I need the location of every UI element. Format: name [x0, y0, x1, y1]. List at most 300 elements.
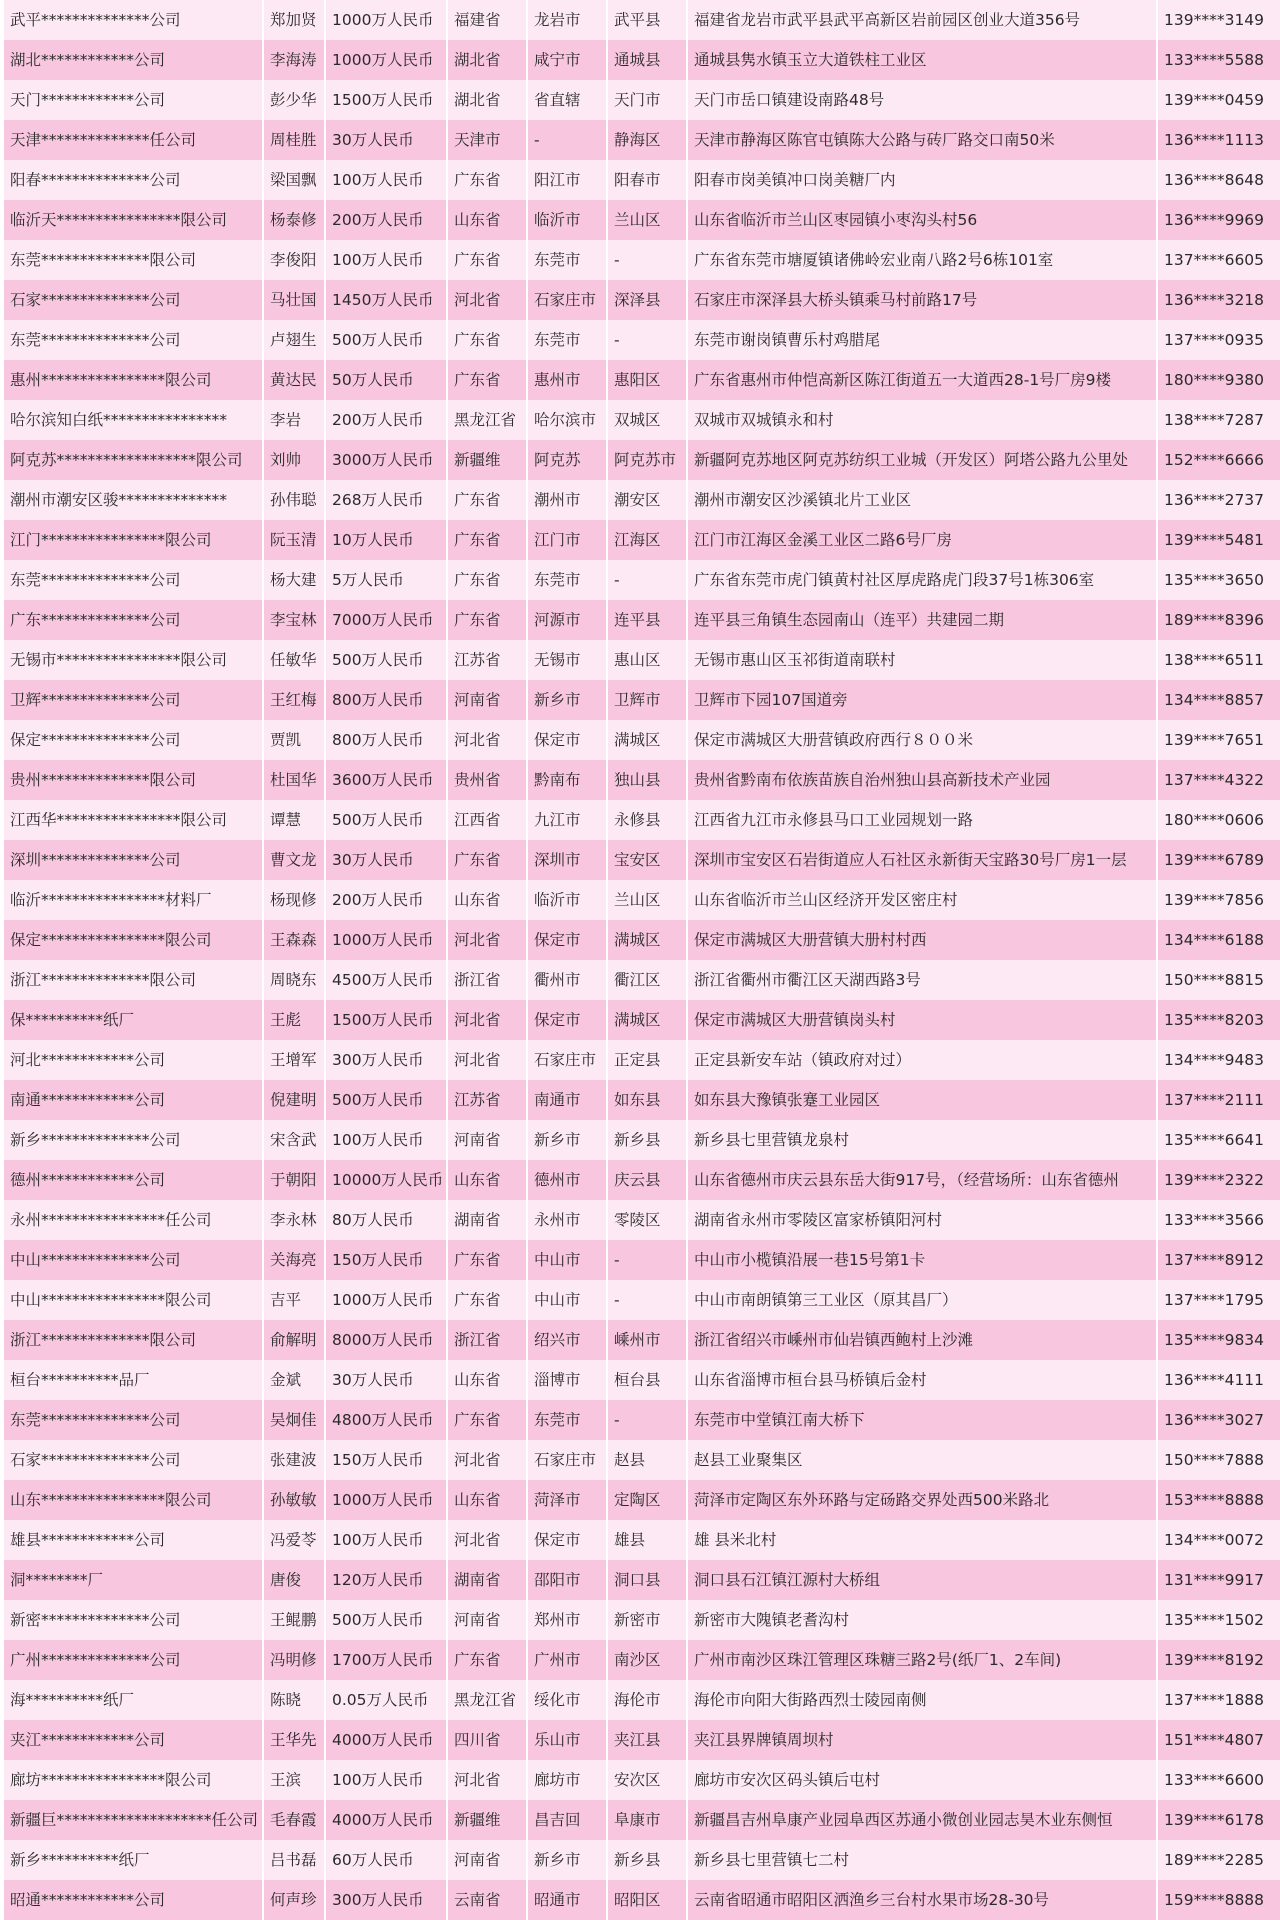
- phone-cell: 136****2737: [1164, 491, 1265, 509]
- company-name-cell: 永州****************任公司: [4, 1200, 264, 1240]
- city-cell: 衢州市: [528, 960, 608, 1000]
- city-cell: 保定市: [528, 1000, 608, 1040]
- company-name-cell: 临沂****************材料厂: [4, 880, 264, 920]
- table-row: [4, 1840, 1280, 1880]
- table-row: [4, 1720, 1280, 1760]
- phone-cell: 133****3566: [1164, 1211, 1265, 1229]
- address-cell: 天津市静海区陈官屯镇陈大公路与砖厂路交口南50米: [688, 120, 1158, 160]
- address-cell: 山东省德州市庆云县东岳大街917号，（经营场所：山东省德州: [688, 1160, 1158, 1200]
- province-cell: 山东省: [448, 880, 528, 920]
- city-cell: 中山市: [528, 1240, 608, 1280]
- province-cell: 天津市: [448, 120, 528, 160]
- table-row: [4, 800, 1280, 840]
- registered-capital-cell: 500万人民币: [326, 800, 448, 840]
- company-name-cell: 中山**************公司: [4, 1240, 264, 1280]
- company-name-cell: 阿克苏******************限公司: [4, 440, 264, 480]
- district-cell: -: [608, 560, 688, 600]
- company-name-cell: 阳春**************公司: [4, 160, 264, 200]
- city-cell: 廊坊市: [528, 1760, 608, 1800]
- company-name-cell: 无锡市****************限公司: [4, 640, 264, 680]
- registered-capital-cell: 268万人民币: [326, 480, 448, 520]
- contact-name-cell: 黄达民: [264, 360, 326, 400]
- contact-name-cell: 王鲲鹏: [264, 1600, 326, 1640]
- province-cell: 四川省: [448, 1720, 528, 1760]
- district-cell: 阿克苏市: [608, 440, 688, 480]
- table-row: [4, 80, 1280, 120]
- city-cell: 德州市: [528, 1160, 608, 1200]
- province-cell: 广东省: [448, 240, 528, 280]
- table-row: [4, 840, 1280, 880]
- registered-capital-cell: 60万人民币: [326, 1840, 448, 1880]
- phone-cell: 135****1502: [1164, 1611, 1265, 1629]
- contact-name-cell: 王华先: [264, 1720, 326, 1760]
- registered-capital-cell: 8000万人民币: [326, 1320, 448, 1360]
- address-cell: 贵州省黔南布依族苗族自治州独山县高新技术产业园: [688, 760, 1158, 800]
- contact-name-cell: 吕书磊: [264, 1840, 326, 1880]
- address-cell: 保定市满城区大册营镇政府西行８００米: [688, 720, 1158, 760]
- address-cell: 山东省淄博市桓台县马桥镇后金村: [688, 1360, 1158, 1400]
- address-cell: 中山市小榄镇沿展一巷15号第1卡: [688, 1240, 1158, 1280]
- city-cell: 江门市: [528, 520, 608, 560]
- district-cell: 雄县: [608, 1520, 688, 1560]
- district-cell: 夹江县: [608, 1720, 688, 1760]
- province-cell: 广东省: [448, 520, 528, 560]
- province-cell: 江西省: [448, 800, 528, 840]
- province-cell: 山东省: [448, 1480, 528, 1520]
- company-name-cell: 夹江************公司: [4, 1720, 264, 1760]
- table-row: [4, 1440, 1280, 1480]
- phone-cell: 136****9969: [1164, 211, 1265, 229]
- contact-name-cell: 于朝阳: [264, 1160, 326, 1200]
- city-cell: 咸宁市: [528, 40, 608, 80]
- district-cell: 昭阳区: [608, 1880, 688, 1920]
- table-row: [4, 1800, 1280, 1840]
- district-cell: 海伦市: [608, 1680, 688, 1720]
- registered-capital-cell: 100万人民币: [326, 240, 448, 280]
- address-cell: 广东省惠州市仲恺高新区陈江街道五一大道西28-1号厂房9楼: [688, 360, 1158, 400]
- province-cell: 河南省: [448, 1120, 528, 1160]
- table-row: [4, 640, 1280, 680]
- address-cell: 保定市满城区大册营镇岗头村: [688, 1000, 1158, 1040]
- table-row: [4, 1080, 1280, 1120]
- contact-name-cell: 孙伟聪: [264, 480, 326, 520]
- registered-capital-cell: 0.05万人民币: [326, 1680, 448, 1720]
- address-cell: 福建省龙岩市武平县武平高新区岩前园区创业大道356号: [688, 0, 1158, 40]
- registered-capital-cell: 50万人民币: [326, 360, 448, 400]
- province-cell: 广东省: [448, 1640, 528, 1680]
- table-row: [4, 680, 1280, 720]
- registered-capital-cell: 300万人民币: [326, 1040, 448, 1080]
- company-name-cell: 桓台**********品厂: [4, 1360, 264, 1400]
- district-cell: 惠山区: [608, 640, 688, 680]
- province-cell: 河北省: [448, 920, 528, 960]
- city-cell: 永州市: [528, 1200, 608, 1240]
- phone-cell: 134****6188: [1164, 931, 1265, 949]
- contact-name-cell: 李俊阳: [264, 240, 326, 280]
- contact-name-cell: 唐俊: [264, 1560, 326, 1600]
- registered-capital-cell: 100万人民币: [326, 1120, 448, 1160]
- province-cell: 山东省: [448, 1160, 528, 1200]
- province-cell: 河南省: [448, 1600, 528, 1640]
- address-cell: 东莞市中堂镇江南大桥下: [688, 1400, 1158, 1440]
- contact-name-cell: 李岩: [264, 400, 326, 440]
- address-cell: 广东省东莞市虎门镇黄村社区厚虎路虎门段37号1栋306室: [688, 560, 1158, 600]
- contact-name-cell: 曹文龙: [264, 840, 326, 880]
- table-row: [4, 1320, 1280, 1360]
- province-cell: 黑龙江省: [448, 1680, 528, 1720]
- address-cell: 深圳市宝安区石岩街道应人石社区永新街天宝路30号厂房1一层: [688, 840, 1158, 880]
- province-cell: 新疆维: [448, 1800, 528, 1840]
- contact-name-cell: 彭少华: [264, 80, 326, 120]
- company-name-cell: 保定**************公司: [4, 720, 264, 760]
- phone-cell: 131****9917: [1164, 1571, 1265, 1589]
- city-cell: 南通市: [528, 1080, 608, 1120]
- phone-cell: 152****6666: [1164, 451, 1265, 469]
- phone-cell: 139****3149: [1164, 11, 1265, 29]
- table-row: [4, 1760, 1280, 1800]
- company-name-cell: 天门************公司: [4, 80, 264, 120]
- contact-name-cell: 王滨: [264, 1760, 326, 1800]
- contact-name-cell: 李永林: [264, 1200, 326, 1240]
- city-cell: 菏泽市: [528, 1480, 608, 1520]
- phone-cell: 133****5588: [1164, 51, 1265, 69]
- phone-cell: 135****3650: [1164, 571, 1265, 589]
- registered-capital-cell: 5万人民币: [326, 560, 448, 600]
- company-name-cell: 山东****************限公司: [4, 1480, 264, 1520]
- district-cell: 双城区: [608, 400, 688, 440]
- registered-capital-cell: 4500万人民币: [326, 960, 448, 1000]
- contact-name-cell: 王森森: [264, 920, 326, 960]
- address-cell: 菏泽市定陶区东外环路与定砀路交界处西500米路北: [688, 1480, 1158, 1520]
- phone-cell: 139****7651: [1164, 731, 1265, 749]
- contact-name-cell: 周晓东: [264, 960, 326, 1000]
- province-cell: 广东省: [448, 1280, 528, 1320]
- city-cell: 深圳市: [528, 840, 608, 880]
- registered-capital-cell: 100万人民币: [326, 1520, 448, 1560]
- city-cell: -: [528, 120, 608, 160]
- address-cell: 雄 县米北村: [688, 1520, 1158, 1560]
- registered-capital-cell: 30万人民币: [326, 840, 448, 880]
- contact-name-cell: 陈晓: [264, 1680, 326, 1720]
- city-cell: 郑州市: [528, 1600, 608, 1640]
- registered-capital-cell: 10000万人民币: [326, 1160, 448, 1200]
- table-row: [4, 360, 1280, 400]
- registered-capital-cell: 500万人民币: [326, 320, 448, 360]
- table-row: [4, 1360, 1280, 1400]
- table-row: [4, 1520, 1280, 1560]
- phone-cell: 150****7888: [1164, 1451, 1265, 1469]
- district-cell: 满城区: [608, 920, 688, 960]
- registered-capital-cell: 4800万人民币: [326, 1400, 448, 1440]
- contact-name-cell: 冯爱苓: [264, 1520, 326, 1560]
- phone-cell: 133****6600: [1164, 1771, 1265, 1789]
- province-cell: 新疆维: [448, 440, 528, 480]
- province-cell: 广东省: [448, 160, 528, 200]
- company-name-cell: 湖北************公司: [4, 40, 264, 80]
- registered-capital-cell: 200万人民币: [326, 200, 448, 240]
- table-row: [4, 400, 1280, 440]
- registered-capital-cell: 1500万人民币: [326, 1000, 448, 1040]
- company-name-cell: 哈尔滨知白纸****************: [4, 400, 264, 440]
- contact-name-cell: 贾凯: [264, 720, 326, 760]
- contact-name-cell: 吴炯佳: [264, 1400, 326, 1440]
- province-cell: 广东省: [448, 360, 528, 400]
- registered-capital-cell: 1000万人民币: [326, 920, 448, 960]
- contact-name-cell: 倪建明: [264, 1080, 326, 1120]
- district-cell: 通城县: [608, 40, 688, 80]
- registered-capital-cell: 30万人民币: [326, 120, 448, 160]
- address-cell: 广州市南沙区珠江管理区珠糖三路2号(纸厂1、2车间): [688, 1640, 1158, 1680]
- phone-cell: 139****8192: [1164, 1651, 1265, 1669]
- company-name-cell: 卫辉**************公司: [4, 680, 264, 720]
- district-cell: 正定县: [608, 1040, 688, 1080]
- address-cell: 江西省九江市永修县马口工业园规划一路: [688, 800, 1158, 840]
- district-cell: -: [608, 240, 688, 280]
- province-cell: 河北省: [448, 1040, 528, 1080]
- city-cell: 临沂市: [528, 880, 608, 920]
- city-cell: 广州市: [528, 1640, 608, 1680]
- district-cell: 兰山区: [608, 880, 688, 920]
- registered-capital-cell: 7000万人民币: [326, 600, 448, 640]
- city-cell: 东莞市: [528, 1400, 608, 1440]
- city-cell: 省直辖: [528, 80, 608, 120]
- table-row: [4, 160, 1280, 200]
- district-cell: 宝安区: [608, 840, 688, 880]
- district-cell: 赵县: [608, 1440, 688, 1480]
- address-cell: 湖南省永州市零陵区富家桥镇阳河村: [688, 1200, 1158, 1240]
- table-row: [4, 1160, 1280, 1200]
- city-cell: 新乡市: [528, 680, 608, 720]
- district-cell: 嵊州市: [608, 1320, 688, 1360]
- phone-cell: 135****6641: [1164, 1131, 1265, 1149]
- phone-cell: 139****0459: [1164, 91, 1265, 109]
- city-cell: 石家庄市: [528, 1440, 608, 1480]
- company-name-cell: 东莞**************公司: [4, 560, 264, 600]
- table-row: [4, 1680, 1280, 1720]
- company-name-cell: 临沂天****************限公司: [4, 200, 264, 240]
- province-cell: 福建省: [448, 0, 528, 40]
- registered-capital-cell: 1000万人民币: [326, 1280, 448, 1320]
- contact-name-cell: 毛春霞: [264, 1800, 326, 1840]
- province-cell: 广东省: [448, 1240, 528, 1280]
- district-cell: 洞口县: [608, 1560, 688, 1600]
- district-cell: 永修县: [608, 800, 688, 840]
- registered-capital-cell: 80万人民币: [326, 1200, 448, 1240]
- table-row: [4, 120, 1280, 160]
- table-row: [4, 1200, 1280, 1240]
- table-row: [4, 560, 1280, 600]
- city-cell: 哈尔滨市: [528, 400, 608, 440]
- contact-name-cell: 俞解明: [264, 1320, 326, 1360]
- address-cell: 连平县三角镇生态园南山（连平）共建园二期: [688, 600, 1158, 640]
- district-cell: -: [608, 1400, 688, 1440]
- table-row: [4, 1400, 1280, 1440]
- city-cell: 临沂市: [528, 200, 608, 240]
- province-cell: 湖南省: [448, 1200, 528, 1240]
- address-cell: 天门市岳口镇建设南路48号: [688, 80, 1158, 120]
- phone-cell: 134****0072: [1164, 1531, 1265, 1549]
- registered-capital-cell: 200万人民币: [326, 880, 448, 920]
- registered-capital-cell: 4000万人民币: [326, 1720, 448, 1760]
- phone-cell: 135****9834: [1164, 1331, 1265, 1349]
- contact-name-cell: 关海亮: [264, 1240, 326, 1280]
- city-cell: 东莞市: [528, 320, 608, 360]
- company-name-cell: 新乡**************公司: [4, 1120, 264, 1160]
- district-cell: 桓台县: [608, 1360, 688, 1400]
- district-cell: 定陶区: [608, 1480, 688, 1520]
- contact-name-cell: 梁国飘: [264, 160, 326, 200]
- address-cell: 夹江县界牌镇周坝村: [688, 1720, 1158, 1760]
- district-cell: 如东县: [608, 1080, 688, 1120]
- registered-capital-cell: 300万人民币: [326, 1880, 448, 1920]
- district-cell: 连平县: [608, 600, 688, 640]
- district-cell: 潮安区: [608, 480, 688, 520]
- city-cell: 惠州市: [528, 360, 608, 400]
- contact-name-cell: 金斌: [264, 1360, 326, 1400]
- phone-cell: 180****0606: [1164, 811, 1265, 829]
- table-row: [4, 760, 1280, 800]
- table-row: [4, 1120, 1280, 1160]
- address-cell: 新疆阿克苏地区阿克苏纺织工业城（开发区）阿塔公路九公里处: [688, 440, 1158, 480]
- district-cell: 武平县: [608, 0, 688, 40]
- company-name-cell: 廊坊****************限公司: [4, 1760, 264, 1800]
- city-cell: 阳江市: [528, 160, 608, 200]
- address-cell: 阳春市岗美镇冲口岗美糖厂内: [688, 160, 1158, 200]
- registered-capital-cell: 1000万人民币: [326, 40, 448, 80]
- city-cell: 绥化市: [528, 1680, 608, 1720]
- company-name-cell: 保**********纸厂: [4, 1000, 264, 1040]
- district-cell: -: [608, 1240, 688, 1280]
- district-cell: 江海区: [608, 520, 688, 560]
- table-row: [4, 520, 1280, 560]
- phone-cell: 153****8888: [1164, 1491, 1265, 1509]
- company-name-cell: 江西华****************限公司: [4, 800, 264, 840]
- registered-capital-cell: 150万人民币: [326, 1240, 448, 1280]
- district-cell: 卫辉市: [608, 680, 688, 720]
- address-cell: 新乡县七里营镇龙泉村: [688, 1120, 1158, 1160]
- province-cell: 浙江省: [448, 1320, 528, 1360]
- contact-name-cell: 任敏华: [264, 640, 326, 680]
- table-row: [4, 320, 1280, 360]
- province-cell: 河北省: [448, 1760, 528, 1800]
- city-cell: 邵阳市: [528, 1560, 608, 1600]
- province-cell: 山东省: [448, 1360, 528, 1400]
- contact-name-cell: 郑加贤: [264, 0, 326, 40]
- company-name-cell: 新疆巨********************任公司: [4, 1800, 264, 1840]
- address-cell: 新疆昌吉州阜康产业园阜西区苏通小微创业园志昊木业东侧恒: [688, 1800, 1158, 1840]
- district-cell: 惠阳区: [608, 360, 688, 400]
- province-cell: 广东省: [448, 600, 528, 640]
- registered-capital-cell: 3000万人民币: [326, 440, 448, 480]
- table-row: [4, 880, 1280, 920]
- table-row: [4, 1560, 1280, 1600]
- registered-capital-cell: 10万人民币: [326, 520, 448, 560]
- company-name-cell: 东莞**************公司: [4, 1400, 264, 1440]
- contact-name-cell: 杨大建: [264, 560, 326, 600]
- city-cell: 龙岩市: [528, 0, 608, 40]
- city-cell: 河源市: [528, 600, 608, 640]
- address-cell: 石家庄市深泽县大桥头镇乘马村前路17号: [688, 280, 1158, 320]
- district-cell: 南沙区: [608, 1640, 688, 1680]
- city-cell: 保定市: [528, 720, 608, 760]
- district-cell: 深泽县: [608, 280, 688, 320]
- company-name-cell: 河北************公司: [4, 1040, 264, 1080]
- company-name-cell: 深圳**************公司: [4, 840, 264, 880]
- contact-name-cell: 刘帅: [264, 440, 326, 480]
- contact-name-cell: 王红梅: [264, 680, 326, 720]
- table-row: [4, 200, 1280, 240]
- city-cell: 石家庄市: [528, 1040, 608, 1080]
- address-cell: 保定市满城区大册营镇大册村村西: [688, 920, 1158, 960]
- company-name-cell: 潮州市潮安区骏**************: [4, 480, 264, 520]
- phone-cell: 136****3027: [1164, 1411, 1265, 1429]
- phone-cell: 137****6605: [1164, 251, 1265, 269]
- phone-cell: 137****1795: [1164, 1291, 1265, 1309]
- contact-name-cell: 周桂胜: [264, 120, 326, 160]
- registered-capital-cell: 30万人民币: [326, 1360, 448, 1400]
- province-cell: 河北省: [448, 720, 528, 760]
- city-cell: 淄博市: [528, 1360, 608, 1400]
- registered-capital-cell: 500万人民币: [326, 1080, 448, 1120]
- province-cell: 广东省: [448, 840, 528, 880]
- address-cell: 无锡市惠山区玉祁街道南联村: [688, 640, 1158, 680]
- address-cell: 洞口县石江镇江源村大桥组: [688, 1560, 1158, 1600]
- address-cell: 中山市南朗镇第三工业区（原其昌厂）: [688, 1280, 1158, 1320]
- address-cell: 双城市双城镇永和村: [688, 400, 1158, 440]
- address-cell: 如东县大豫镇张蹇工业园区: [688, 1080, 1158, 1120]
- table-row: [4, 40, 1280, 80]
- district-cell: 庆云县: [608, 1160, 688, 1200]
- district-cell: 阳春市: [608, 160, 688, 200]
- registered-capital-cell: 800万人民币: [326, 720, 448, 760]
- phone-cell: 137****8912: [1164, 1251, 1265, 1269]
- province-cell: 河北省: [448, 1000, 528, 1040]
- table-row: [4, 1000, 1280, 1040]
- province-cell: 广东省: [448, 560, 528, 600]
- registered-capital-cell: 100万人民币: [326, 1760, 448, 1800]
- address-cell: 廊坊市安次区码头镇后屯村: [688, 1760, 1158, 1800]
- table-row: [4, 600, 1280, 640]
- city-cell: 绍兴市: [528, 1320, 608, 1360]
- district-cell: 新密市: [608, 1600, 688, 1640]
- province-cell: 河南省: [448, 680, 528, 720]
- contact-name-cell: 杜国华: [264, 760, 326, 800]
- address-cell: 山东省临沂市兰山区枣园镇小枣沟头村56: [688, 200, 1158, 240]
- phone-cell: 136****1113: [1164, 131, 1265, 149]
- company-name-cell: 东莞**************限公司: [4, 240, 264, 280]
- registered-capital-cell: 1700万人民币: [326, 1640, 448, 1680]
- phone-cell: 138****6511: [1164, 651, 1265, 669]
- table-row: [4, 0, 1280, 40]
- company-name-cell: 贵州**************限公司: [4, 760, 264, 800]
- company-name-cell: 武平**************公司: [4, 0, 264, 40]
- address-cell: 新乡县七里营镇七二村: [688, 1840, 1158, 1880]
- table-row: [4, 960, 1280, 1000]
- phone-cell: 134****8857: [1164, 691, 1265, 709]
- district-cell: 安次区: [608, 1760, 688, 1800]
- company-table: [4, 0, 1280, 1920]
- contact-name-cell: 阮玉清: [264, 520, 326, 560]
- address-cell: 云南省昭通市昭阳区洒渔乡三台村水果市场28-30号: [688, 1880, 1158, 1920]
- table-row: [4, 1480, 1280, 1520]
- contact-name-cell: 李海涛: [264, 40, 326, 80]
- company-name-cell: 保定****************限公司: [4, 920, 264, 960]
- province-cell: 广东省: [448, 320, 528, 360]
- province-cell: 河北省: [448, 1440, 528, 1480]
- phone-cell: 137****0935: [1164, 331, 1265, 349]
- city-cell: 潮州市: [528, 480, 608, 520]
- contact-name-cell: 李宝林: [264, 600, 326, 640]
